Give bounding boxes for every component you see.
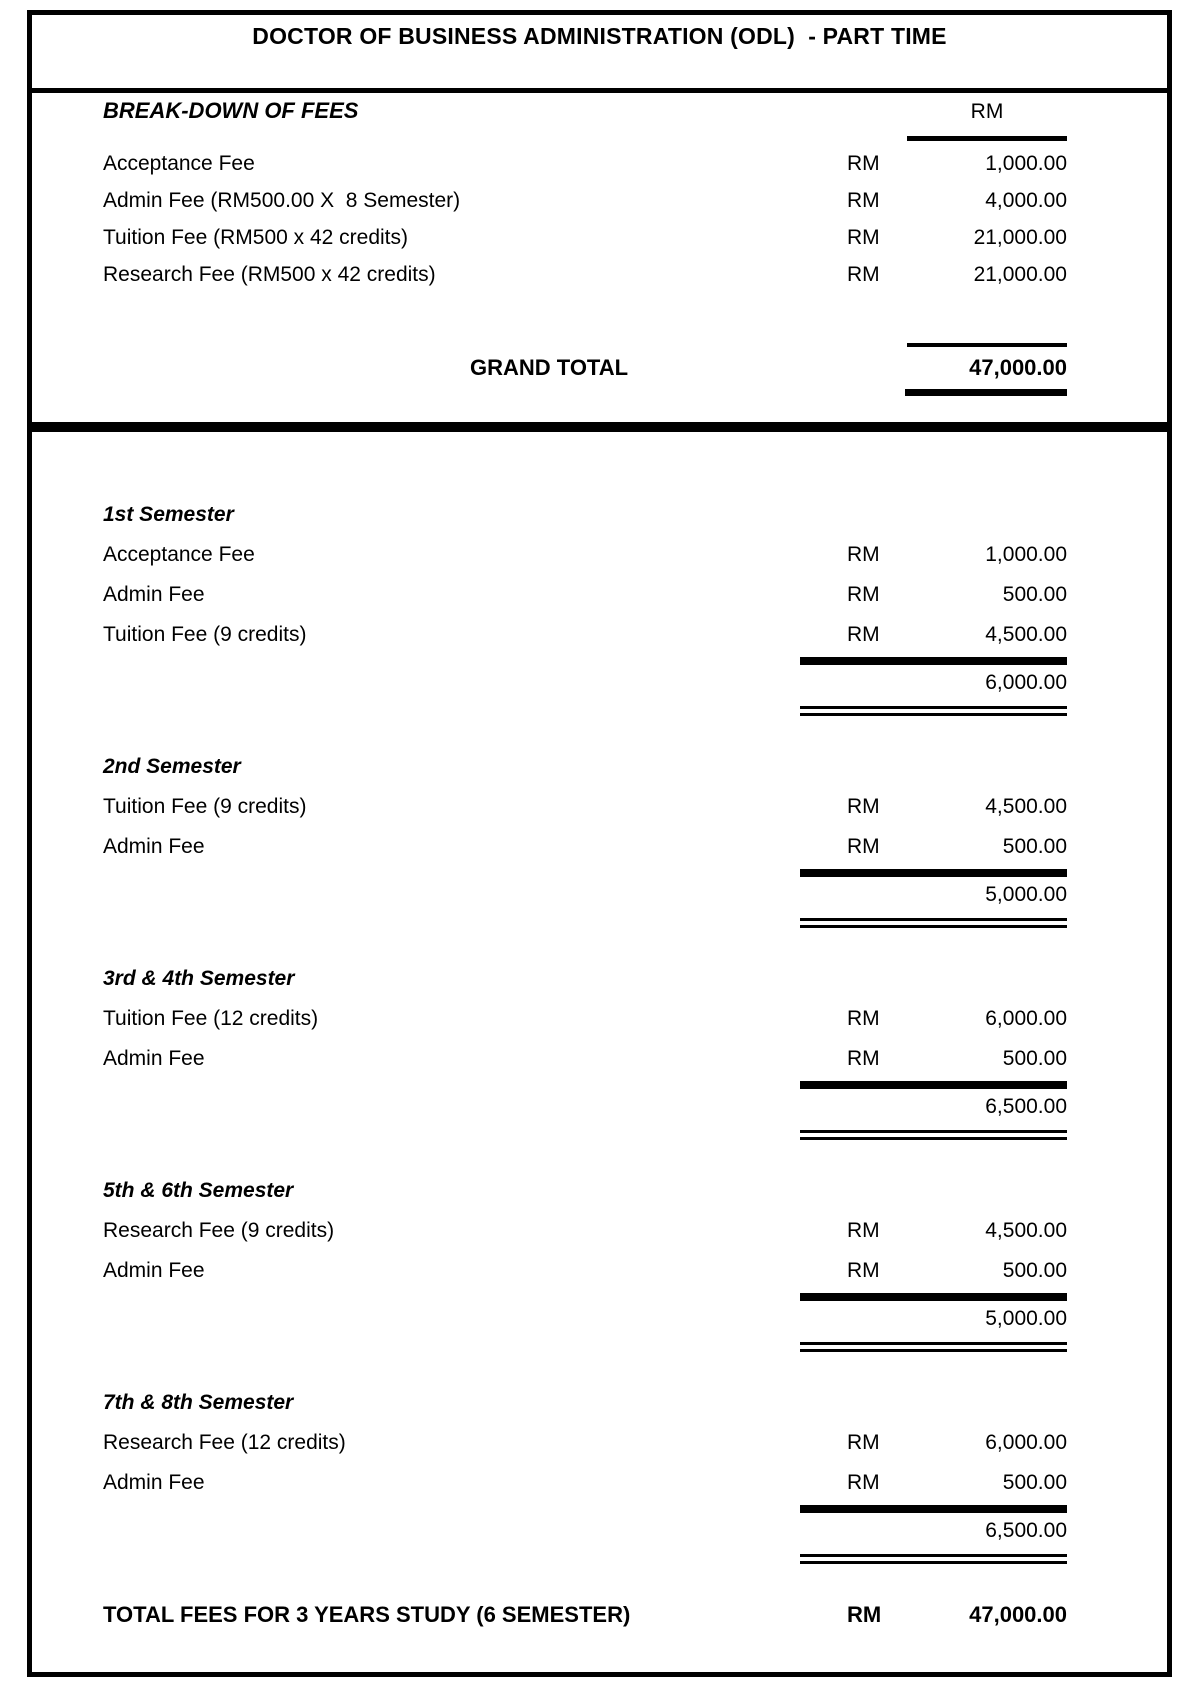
amount-column-header: RM (970, 100, 1004, 123)
fee-amount: 1,000.00 (985, 543, 1067, 566)
fee-amount: 4,500.00 (985, 623, 1067, 646)
fee-row (32, 1006, 1167, 1032)
title-section (27, 10, 1172, 93)
currency-label: RM (847, 583, 880, 606)
currency-label: RM (847, 189, 880, 212)
currency-label: RM (847, 1259, 880, 1282)
currency-label: RM (847, 543, 880, 566)
semester-heading: 3rd & 4th Semester (103, 967, 295, 990)
subtotal-row (32, 670, 1167, 696)
fee-amount: 500.00 (1002, 835, 1067, 858)
subtotal-double-rule (800, 1130, 1067, 1140)
grand-total-amount: 47,000.00 (969, 355, 1067, 380)
fee-label: Admin Fee (103, 1047, 205, 1070)
fee-row (32, 1258, 1167, 1284)
rm-header-underline (907, 136, 1067, 141)
total-fees-label: TOTAL FEES FOR 3 YEARS STUDY (6 SEMESTER) (103, 1602, 631, 1627)
breakdown-spacer (32, 289, 1167, 343)
semester-heading: 7th & 8th Semester (103, 1391, 294, 1414)
fee-row (32, 834, 1167, 860)
subtotal-double-rule (800, 1342, 1067, 1352)
semester-group-3-4 (32, 966, 1167, 1140)
grand-total-top-rule (907, 343, 1067, 347)
fee-label: Research Fee (12 credits) (103, 1431, 346, 1454)
subtotal-amount: 5,000.00 (985, 883, 1067, 906)
currency-label: RM (847, 1007, 880, 1030)
fee-row-admin (32, 187, 1167, 215)
fee-amount: 4,500.00 (985, 1219, 1067, 1242)
semester-group-1 (32, 502, 1167, 716)
fee-label: Tuition Fee (9 credits) (103, 623, 307, 646)
fee-label: Tuition Fee (RM500 x 42 credits) (103, 226, 409, 249)
breakdown-section (27, 88, 1172, 427)
subtotal-row (32, 1094, 1167, 1120)
currency-label: RM (847, 1471, 880, 1494)
document-title: DOCTOR OF BUSINESS ADMINISTRATION (ODL) - PART TIME (252, 23, 947, 49)
subtotal-row (32, 1518, 1167, 1544)
fee-label: Admin Fee (103, 583, 205, 606)
currency-label: RM (847, 1219, 880, 1242)
fee-row (32, 542, 1167, 568)
fee-label: Tuition Fee (9 credits) (103, 795, 307, 818)
fee-amount: 4,500.00 (985, 795, 1067, 818)
subtotal-amount: 6,000.00 (985, 671, 1067, 694)
semesters-section (27, 427, 1172, 1677)
semester-heading: 2nd Semester (103, 755, 241, 778)
fee-row (32, 582, 1167, 608)
currency-label: RM (847, 1047, 880, 1070)
fee-label: Admin Fee (103, 1259, 205, 1282)
subtotal-amount: 5,000.00 (985, 1307, 1067, 1330)
fee-row-tuition (32, 224, 1167, 252)
subtotal-double-rule (800, 918, 1067, 928)
fee-amount: 6,000.00 (985, 1007, 1067, 1030)
currency-label: RM (847, 152, 880, 175)
fee-row (32, 1470, 1167, 1496)
semester-heading: 5th & 6th Semester (103, 1179, 294, 1202)
fee-row-acceptance (32, 150, 1167, 178)
subtotal-row (32, 1306, 1167, 1332)
fee-label: Admin Fee (103, 1471, 205, 1494)
fee-label: Research Fee (9 credits) (103, 1219, 335, 1242)
breakdown-heading: BREAK-DOWN OF FEES (103, 98, 359, 123)
fee-row (32, 1046, 1167, 1072)
fee-label: Admin Fee (RM500.00 X 8 Semester) (103, 189, 461, 212)
total-fees-currency: RM (847, 1602, 882, 1627)
subtotal-row (32, 882, 1167, 908)
subtotal-double-rule (800, 1554, 1067, 1564)
fee-label: Research Fee (RM500 x 42 credits) (103, 263, 436, 286)
grand-total-bottom-rule (905, 389, 1067, 396)
subtotal-amount: 6,500.00 (985, 1095, 1067, 1118)
subtotal-top-rule (800, 1081, 1067, 1089)
fee-row (32, 1218, 1167, 1244)
fee-label: Tuition Fee (12 credits) (103, 1007, 319, 1030)
subtotal-top-rule (800, 1293, 1067, 1301)
fee-label: Acceptance Fee (103, 543, 255, 566)
subtotal-amount: 6,500.00 (985, 1519, 1067, 1542)
currency-label: RM (847, 623, 880, 646)
currency-label: RM (847, 795, 880, 818)
fee-row (32, 794, 1167, 820)
fee-row-research (32, 261, 1167, 289)
grand-total-row (32, 353, 1167, 383)
currency-label: RM (847, 835, 880, 858)
total-fees-row (32, 1600, 1167, 1630)
fee-row (32, 622, 1167, 648)
subtotal-double-rule (800, 706, 1067, 716)
currency-label: RM (847, 1431, 880, 1454)
fee-amount: 6,000.00 (985, 1431, 1067, 1454)
currency-label: RM (847, 226, 880, 249)
semester-heading: 1st Semester (103, 503, 234, 526)
fee-amount: 21,000.00 (973, 263, 1067, 286)
fee-amount: 21,000.00 (973, 226, 1067, 249)
currency-label: RM (847, 263, 880, 286)
subtotal-top-rule (800, 869, 1067, 877)
fee-amount: 500.00 (1002, 1047, 1067, 1070)
fee-amount: 500.00 (1002, 1471, 1067, 1494)
subtotal-top-rule (800, 657, 1067, 665)
subtotal-top-rule (800, 1505, 1067, 1513)
fee-label: Admin Fee (103, 835, 205, 858)
semester-group-5-6 (32, 1178, 1167, 1352)
total-fees-amount: 47,000.00 (969, 1602, 1067, 1627)
semester-group-7-8 (32, 1390, 1167, 1564)
semester-group-2 (32, 754, 1167, 928)
fee-amount: 1,000.00 (985, 152, 1067, 175)
grand-total-label: GRAND TOTAL (470, 355, 629, 380)
fee-amount: 4,000.00 (985, 189, 1067, 212)
fee-amount: 500.00 (1002, 583, 1067, 606)
breakdown-header-row (32, 97, 1167, 126)
fee-label: Acceptance Fee (103, 152, 255, 175)
fee-amount: 500.00 (1002, 1259, 1067, 1282)
fee-row (32, 1430, 1167, 1456)
